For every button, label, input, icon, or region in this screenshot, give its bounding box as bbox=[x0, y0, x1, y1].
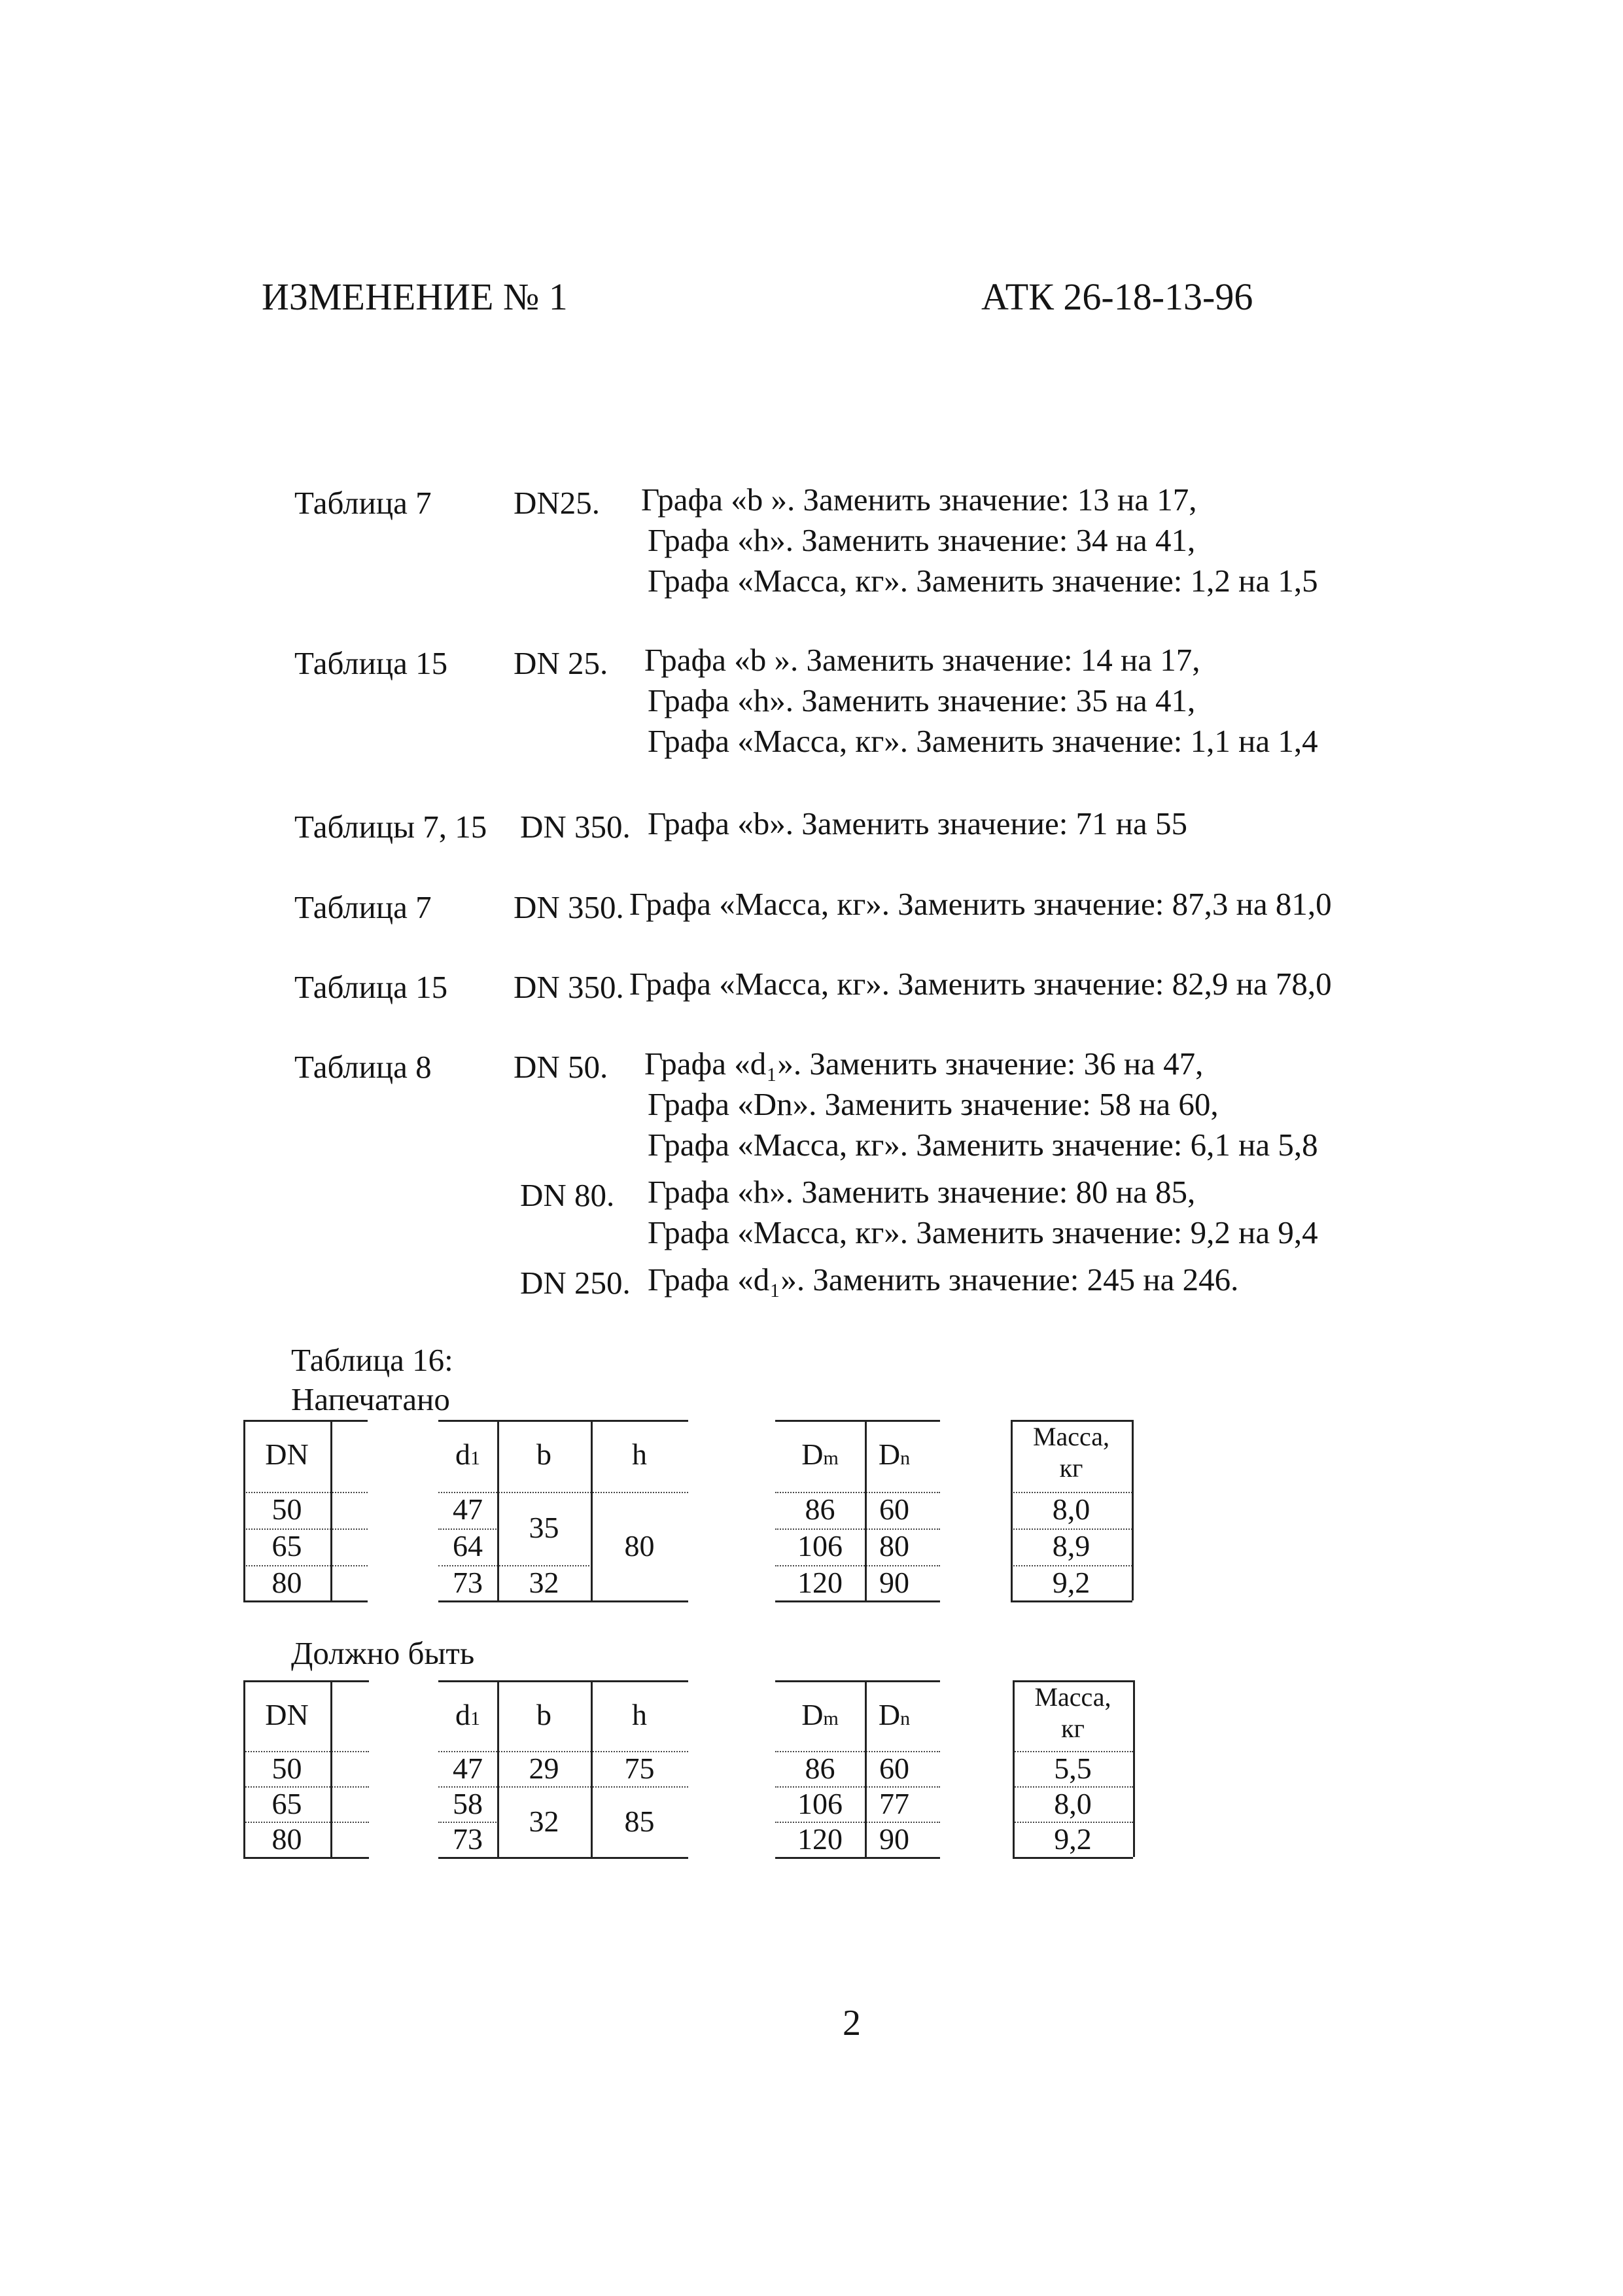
printed-dm-2: 120 bbox=[797, 1566, 843, 1599]
entry-label: Таблица 15 bbox=[294, 969, 448, 1005]
header-dn: DN bbox=[265, 1698, 309, 1731]
header-mass: Масса, кг bbox=[1032, 1422, 1110, 1483]
should-mass-0: 5,5 bbox=[1054, 1752, 1092, 1785]
document-title: ИЗМЕНЕНИЕ № 1 bbox=[262, 275, 568, 318]
printed-b-last: 32 bbox=[529, 1566, 559, 1599]
header-h: h bbox=[632, 1698, 647, 1731]
should-h-merged: 85 bbox=[624, 1805, 655, 1838]
should-dn2-0: 60 bbox=[879, 1752, 909, 1785]
should-mass-1: 8,0 bbox=[1054, 1787, 1092, 1820]
should-h-first: 75 bbox=[624, 1752, 655, 1785]
should-dn2-2: 90 bbox=[879, 1822, 909, 1856]
entry-line: Графа «h». Заменить значение: 34 на 41, bbox=[648, 522, 1196, 558]
header-dn-col: Dn bbox=[878, 1438, 911, 1471]
should-mass-2: 9,2 bbox=[1054, 1822, 1092, 1856]
header-dn: DN bbox=[265, 1438, 309, 1471]
page-number: 2 bbox=[843, 2003, 861, 2043]
header-b: b bbox=[536, 1438, 551, 1471]
printed-d1-1: 64 bbox=[453, 1529, 483, 1563]
entry-label: Таблица 15 bbox=[294, 645, 448, 681]
header-d1: d1 bbox=[455, 1698, 480, 1731]
printed-label: Напечатано bbox=[291, 1381, 450, 1417]
entry-line: Графа «Масса, кг». Заменить значение: 9,2 на 9,4 bbox=[648, 1214, 1318, 1250]
should-d1-0: 47 bbox=[453, 1752, 483, 1785]
header-dm: Dm bbox=[801, 1438, 839, 1471]
entry-line: Графа «b». Заменить значение: 71 на 55 bbox=[648, 805, 1188, 841]
printed-dn-2: 80 bbox=[271, 1566, 302, 1599]
entry-line: Графа «d₁». Заменить значение: 36 на 47, bbox=[644, 1046, 1204, 1082]
entry-line: Графа «Масса, кг». Заменить значение: 1,2 на 1,5 bbox=[648, 563, 1318, 599]
should-dm-2: 120 bbox=[797, 1822, 843, 1856]
entry-dn: DN 50. bbox=[514, 1049, 608, 1085]
entry-dn: DN25. bbox=[514, 485, 601, 521]
entry-line: Графа «h». Заменить значение: 35 на 41, bbox=[648, 682, 1196, 718]
entry-dn: DN 80. bbox=[520, 1177, 615, 1213]
printed-dn2-0: 60 bbox=[879, 1492, 909, 1526]
printed-d1-0: 47 bbox=[453, 1492, 483, 1526]
entry-dn: DN 350. bbox=[514, 969, 624, 1005]
document-code: АТК 26-18-13-96 bbox=[981, 275, 1253, 318]
entry-line: Графа «b ». Заменить значение: 13 на 17, bbox=[641, 482, 1197, 518]
should-b-first: 29 bbox=[529, 1752, 559, 1785]
table16-title: Таблица 16: bbox=[291, 1342, 453, 1378]
entry-line: Графа «Масса, кг». Заменить значение: 1,1 на 1,4 bbox=[648, 723, 1318, 759]
should-dn-2: 80 bbox=[271, 1822, 302, 1856]
entry-dn: DN 250. bbox=[520, 1265, 631, 1301]
entry-dn: DN 350. bbox=[520, 809, 631, 845]
printed-dn2-1: 80 bbox=[879, 1529, 909, 1563]
entry-label: Таблица 7 bbox=[294, 889, 432, 925]
should-dn2-1: 77 bbox=[879, 1787, 909, 1820]
entry-line: Графа «Dn». Заменить значение: 58 на 60, bbox=[648, 1086, 1219, 1122]
entry-line: Графа «Масса, кг». Заменить значение: 6,1 на 5,8 bbox=[648, 1127, 1318, 1163]
entry-line: Графа «Масса, кг». Заменить значение: 82,9 на 78,0 bbox=[629, 966, 1332, 1002]
should-b-merged: 32 bbox=[529, 1805, 559, 1838]
entry-label: Таблица 8 bbox=[294, 1049, 432, 1085]
printed-dn2-2: 90 bbox=[879, 1566, 909, 1599]
header-dn-col: Dn bbox=[878, 1698, 911, 1731]
should-be-label: Должно быть bbox=[291, 1635, 475, 1671]
printed-mass-0: 8,0 bbox=[1052, 1492, 1091, 1526]
entry-label: Таблицы 7, 15 bbox=[294, 809, 487, 845]
printed-dm-1: 106 bbox=[797, 1529, 843, 1563]
printed-mass-1: 8,9 bbox=[1052, 1529, 1091, 1563]
entry-label: Таблица 7 bbox=[294, 485, 432, 521]
entry-line: Графа «b ». Заменить значение: 14 на 17, bbox=[644, 642, 1200, 678]
entry-line: Графа «Масса, кг». Заменить значение: 87,3 на 81,0 bbox=[629, 886, 1332, 922]
entry-dn: DN 25. bbox=[514, 645, 608, 681]
header-b: b bbox=[536, 1698, 551, 1731]
should-dn-0: 50 bbox=[271, 1752, 302, 1785]
printed-dn-0: 50 bbox=[271, 1492, 302, 1526]
printed-b-merged: 35 bbox=[529, 1511, 559, 1544]
header-d1: d1 bbox=[455, 1438, 480, 1471]
header-dm: Dm bbox=[801, 1698, 839, 1731]
header-h: h bbox=[632, 1438, 647, 1471]
entry-line: Графа «h». Заменить значение: 80 на 85, bbox=[648, 1174, 1196, 1210]
should-dn-1: 65 bbox=[271, 1787, 302, 1820]
should-dm-1: 106 bbox=[797, 1787, 843, 1820]
printed-dn-1: 65 bbox=[271, 1529, 302, 1563]
printed-mass-2: 9,2 bbox=[1052, 1566, 1091, 1599]
should-d1-1: 58 bbox=[453, 1787, 483, 1820]
printed-dm-0: 86 bbox=[805, 1492, 835, 1526]
should-dm-0: 86 bbox=[805, 1752, 835, 1785]
printed-d1-2: 73 bbox=[453, 1566, 483, 1599]
printed-h-merged: 80 bbox=[624, 1529, 655, 1563]
entry-dn: DN 350. bbox=[514, 889, 624, 925]
should-d1-2: 73 bbox=[453, 1822, 483, 1856]
header-mass: Масса, кг bbox=[1034, 1682, 1111, 1743]
entry-line: Графа «d₁». Заменить значение: 245 на 246. bbox=[648, 1262, 1239, 1298]
